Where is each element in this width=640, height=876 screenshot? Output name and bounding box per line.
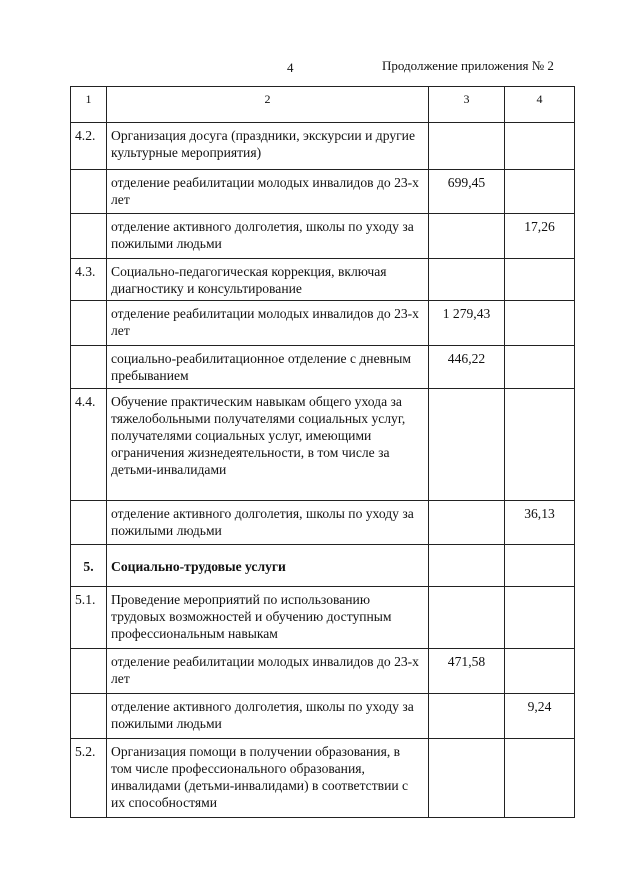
row-value-col4: [505, 170, 575, 214]
row-description: отделение активного долголетия, школы по уходу за пожилыми людьми: [107, 214, 429, 259]
column-header-3: 3: [429, 87, 505, 123]
table-row: [71, 545, 575, 587]
row-value-col4: 9,24: [505, 694, 575, 739]
row-value-col3: 699,45: [429, 170, 505, 214]
table-row: [71, 501, 575, 545]
column-header-4: 4: [505, 87, 575, 123]
row-value-col4: [505, 545, 575, 587]
table-row: [71, 389, 575, 501]
table-row: [71, 739, 575, 818]
table-row: [71, 694, 575, 739]
row-value-col4: 17,26: [505, 214, 575, 259]
row-value-col3: 446,22: [429, 346, 505, 389]
row-number: 5.2.: [71, 739, 107, 818]
row-value-col4: [505, 346, 575, 389]
row-description: Организация помощи в получении образования, в том числе профессионального образования, инвалидами (детьми-инвалидами) в соответствии с их способностями: [107, 739, 429, 818]
row-value-col4: [505, 389, 575, 501]
row-value-col3: [429, 123, 505, 170]
row-description: отделение активного долголетия, школы по уходу за пожилыми людьми: [107, 501, 429, 545]
appendix-continuation-title: Продолжение приложения № 2: [382, 58, 554, 73]
row-description: отделение активного долголетия, школы по уходу за пожилыми людьми: [107, 694, 429, 739]
row-number: [71, 501, 107, 545]
row-number: 4.4.: [71, 389, 107, 501]
row-number: 5.1.: [71, 587, 107, 649]
row-value-col4: [505, 259, 575, 301]
row-description: социально-реабилитационное отделение с дневным пребыванием: [107, 346, 429, 389]
row-value-col3: [429, 545, 505, 587]
row-value-col3: 1 279,43: [429, 301, 505, 346]
row-number: 4.2.: [71, 123, 107, 170]
column-header-1: 1: [71, 87, 107, 123]
table-row: [71, 259, 575, 301]
row-number: [71, 694, 107, 739]
table-row: [71, 170, 575, 214]
row-value-col3: [429, 259, 505, 301]
row-description: Организация досуга (праздники, экскурсии и другие культурные мероприятия): [107, 123, 429, 170]
row-value-col4: [505, 301, 575, 346]
row-value-col3: [429, 214, 505, 259]
table-row: [71, 649, 575, 694]
row-value-col3: [429, 501, 505, 545]
column-header-2: 2: [107, 87, 429, 123]
services-table: [70, 86, 575, 818]
row-description: Социально-трудовые услуги: [107, 545, 429, 587]
row-number: 5.: [71, 545, 107, 587]
table-row: [71, 587, 575, 649]
row-description: отделение реабилитации молодых инвалидов до 23-х лет: [107, 301, 429, 346]
row-value-col4: [505, 649, 575, 694]
row-value-col3: [429, 587, 505, 649]
row-description: отделение реабилитации молодых инвалидов до 23-х лет: [107, 170, 429, 214]
row-description: Социально-педагогическая коррекция, включая диагностику и консультирование: [107, 259, 429, 301]
row-value-col3: [429, 694, 505, 739]
row-number: [71, 170, 107, 214]
row-value-col3: [429, 739, 505, 818]
row-value-col4: [505, 123, 575, 170]
page-number: 4: [287, 60, 294, 75]
row-number: [71, 649, 107, 694]
table-row: [71, 214, 575, 259]
row-value-col3: [429, 389, 505, 501]
row-value-col4: 36,13: [505, 501, 575, 545]
row-number: [71, 214, 107, 259]
table-header-row: [71, 87, 575, 123]
row-description: Обучение практическим навыкам общего ухода за тяжелобольными получателями социальных услуг, получателями социальных услуг, имеющими ограничения жизнедеятельности, в том числе за детьми-инвалидами: [107, 389, 429, 501]
row-value-col3: 471,58: [429, 649, 505, 694]
row-number: 4.3.: [71, 259, 107, 301]
table-row: [71, 123, 575, 170]
table-row: [71, 301, 575, 346]
table-row: [71, 346, 575, 389]
row-description: отделение реабилитации молодых инвалидов до 23-х лет: [107, 649, 429, 694]
row-number: [71, 346, 107, 389]
row-number: [71, 301, 107, 346]
row-description: Проведение мероприятий по использованию трудовых возможностей и обучению доступным профессиональным навыкам: [107, 587, 429, 649]
row-value-col4: [505, 587, 575, 649]
row-value-col4: [505, 739, 575, 818]
